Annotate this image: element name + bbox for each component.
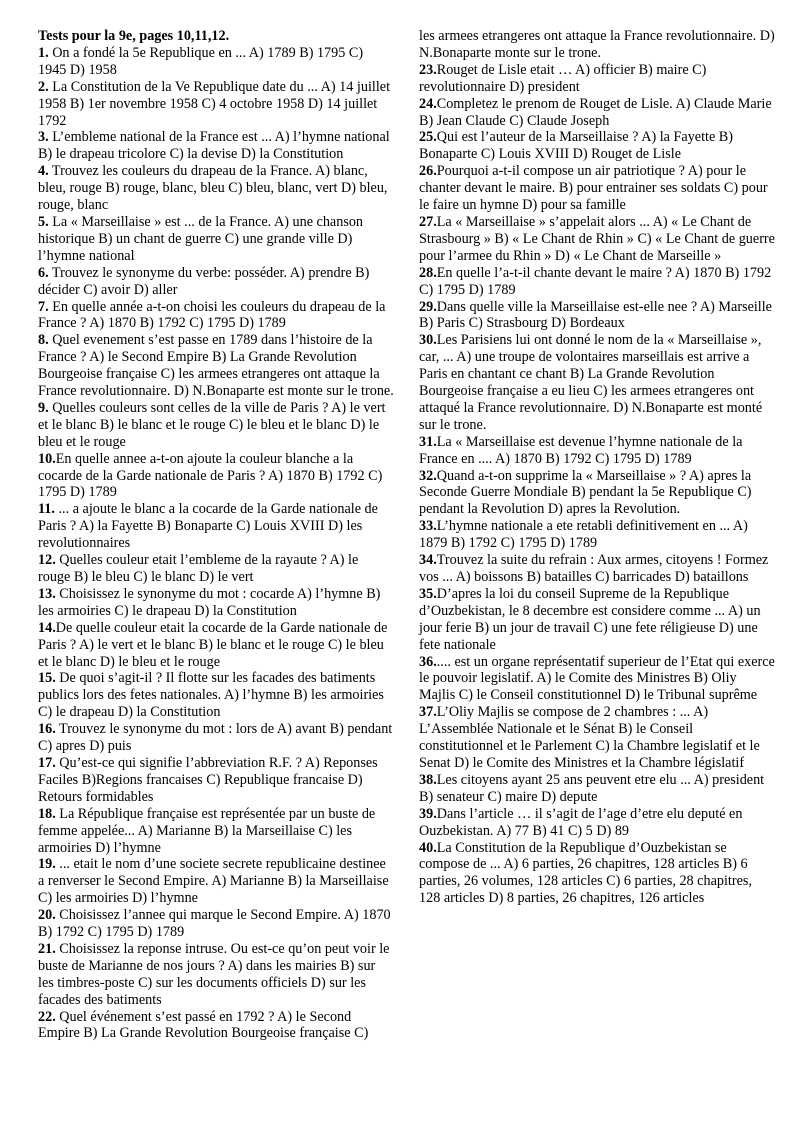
question-text: Choisissez le synonyme du mot : cocarde A) l’hymne B) les armoiries C) le drapeau D) la Constitution <box>38 585 381 619</box>
question-item <box>419 214 775 265</box>
question-number: 28. <box>419 264 437 281</box>
question-list-right <box>419 28 775 907</box>
question-text: Choisissez la reponse intruse. Ou est-ce qu’on peut voir le buste de Marianne de nos jours ? A) dans les mairies B) sur les timbres-poste C) sur les documents officiels D) sur les facades des batiments <box>38 940 390 1008</box>
question-item <box>38 552 394 586</box>
question-number: 24. <box>419 95 437 112</box>
question-number: 8. <box>38 332 49 349</box>
question-text: La Constitution de la Republique d’Ouzbekistan se compose de ... A) 6 parties, 26 chapitres, 128 articles B) 6 parties, 26 volumes, 128 articles C) 6 parties, 28 chapitres, 128 articles D) 8 parties, 26 chapitres, 126 articles <box>419 839 752 907</box>
question-item <box>38 79 394 130</box>
question-text: De quoi s’agit-il ? Il flotte sur les facades des batiments publics lors des fetes nationales. A) l’hymne B) les armoiries C) le drapeau D) la Constitution <box>38 670 384 721</box>
question-text: Les citoyens ayant 25 ans peuvent etre elu ... A) president B) senateur C) maire D) depute <box>419 771 765 805</box>
question-item <box>38 163 394 214</box>
question-text: Dans l’article … il s’agit de l’age d’etre elu deputé en Ouzbekistan. A) 77 B) 41 C) 5 D) 89 <box>419 805 743 839</box>
question-item <box>419 772 775 806</box>
question-number: 29. <box>419 298 437 315</box>
question-number: 26. <box>419 163 437 180</box>
question-number: 15. <box>38 670 56 687</box>
question-text: ... etait le nom d’une societe secrete republicaine destinee a renverser le Second Empire. A) Marianne B) la Marseillaise C) les armoiries D) l’hymne <box>38 856 389 907</box>
right-column <box>419 28 775 907</box>
question-number: 27. <box>419 213 437 230</box>
question-item <box>419 586 775 654</box>
question-text: Pourquoi a-t-il compose un air patriotique ? A) pour le chanter devant le maire. B) pour entrainer ses soldats C) pour le faire un hymne D) pour sa famille <box>419 163 768 214</box>
question-item <box>419 806 775 840</box>
question-text: L’Oliy Majlis se compose de 2 chambres : ... A) L’Assemblée Nationale et le Sénat B) le Conseil constitutionnel et le Parlement C) la Chambre legislatif et le Senat D) le Comite des Ministres et la Chambre législatif <box>419 704 760 771</box>
question-item <box>38 501 394 552</box>
question-item <box>38 299 394 333</box>
question-number: 14. <box>38 619 56 636</box>
question-text: les armees etrangeres ont attaque la France revolutionnaire. D) N.Bonaparte monte sur le trone. <box>419 28 775 61</box>
question-number: 39. <box>419 805 437 822</box>
question-item <box>419 28 775 62</box>
question-item <box>419 265 775 299</box>
question-number: 25. <box>419 129 437 146</box>
question-item <box>419 62 775 96</box>
question-number: 12. <box>38 552 56 569</box>
question-number: 16. <box>38 721 56 738</box>
question-text: Completez le prenom de Rouget de Lisle. A) Claude Marie B) Jean Claude C) Claude Joseph <box>419 95 772 129</box>
question-number: 40. <box>419 839 437 856</box>
question-text: .... est un organe représentatif superieur de l’Etat qui exerce le pouvoir legislatif. A) le Comite des Ministres B) Oliy Majlis C) le Conseil constitutionnel D) le Tribunal suprême <box>419 653 775 704</box>
question-number: 35. <box>419 585 437 602</box>
question-number: 10. <box>38 450 56 467</box>
question-number: 13. <box>38 585 56 602</box>
question-text: D’apres la loi du conseil Supreme de la Republique d’Ouzbekistan, le 8 decembre est considere comme ... A) un jour ferie B) un jour de travail C) une fete réligieuse D) une fete nationale <box>419 585 761 653</box>
question-text: La « Marseillaise » s’appelait alors ... A) « Le Chant de Strasbourg » B) « Le Chant de Rhin » C) « Le Chant de guerre pour l’armee du Rhin » D) « Le Chant de Marseille » <box>419 213 775 264</box>
question-item <box>38 907 394 941</box>
question-item <box>38 332 394 400</box>
question-item <box>419 468 775 519</box>
question-number: 37. <box>419 704 437 721</box>
question-item <box>419 96 775 130</box>
question-number: 5. <box>38 213 49 230</box>
question-number: 36. <box>419 653 437 670</box>
question-number: 38. <box>419 771 437 788</box>
question-text: Quand a-t-on supprime la « Marseillaise » ? A) apres la Seconde Guerre Mondiale B) pendant la 5e Republique C) pendant la Revolution D) apres la Revolution. <box>419 467 752 518</box>
question-number: 21. <box>38 940 56 957</box>
question-text: De quelle couleur etait la cocarde de la Garde nationale de Paris ? A) le vert et le blanc B) le blanc et le rouge C) le bleu et le blanc D) le bleu et le rouge <box>38 619 388 670</box>
question-number: 2. <box>38 78 49 95</box>
question-item <box>419 129 775 163</box>
question-item <box>38 806 394 857</box>
question-number: 19. <box>38 856 56 873</box>
question-number: 18. <box>38 805 56 822</box>
question-text: Les Parisiens lui ont donné le nom de la « Marseillaise », car, ... A) une troupe de volontaires marseillais est arrive a Paris en chantant ce chant B) La Grande Revolution Bourgeoise française a eu lieu C) les armees etrangeres ont attaqué la France revolutionnaire. D) N.Bonaparte est monté sur le trone. <box>419 332 763 433</box>
question-item <box>38 451 394 502</box>
question-text: Qu’est-ce qui signifie l’abbreviation R.F. ? A) Reponses Faciles B)Regions francaises C) Republique francaise D) Retours formidables <box>38 754 378 805</box>
question-item <box>38 721 394 755</box>
question-number: 3. <box>38 129 49 146</box>
question-list-left <box>38 45 394 1042</box>
question-number: 20. <box>38 907 56 924</box>
question-text: Quelles couleur etait l’embleme de la rayaute ? A) le rouge B) le bleu C) le blanc D) le vert <box>38 552 359 585</box>
question-item <box>38 214 394 265</box>
question-text: Choisissez l’annee qui marque le Second Empire. A) 1870 B) 1792 C) 1795 D) 1789 <box>38 907 391 941</box>
question-number: 34. <box>419 552 437 569</box>
question-text: ... a ajoute le blanc a la cocarde de la Garde nationale de Paris ? A) la Fayette B) Bonaparte C) Louis XVIII D) les revolutionnaires <box>38 501 378 552</box>
question-number: 32. <box>419 467 437 484</box>
question-text: Quel événement s’est passé en 1792 ? A) le Second Empire B) La Grande Revolution Bourgeoise française C) <box>38 1008 369 1042</box>
question-number: 23. <box>419 61 437 78</box>
question-number: 6. <box>38 264 49 281</box>
document-title: Tests pour la 9e, pages 10,11,12. <box>38 28 230 44</box>
question-item <box>419 704 775 772</box>
question-item <box>419 840 775 908</box>
question-item <box>419 434 775 468</box>
question-item <box>38 1009 394 1043</box>
question-item <box>419 332 775 433</box>
question-number: 22. <box>38 1008 56 1025</box>
question-text: L’embleme national de la France est ... A) l’hymne national B) le drapeau tricolore C) la devise D) la Constitution <box>38 129 390 163</box>
question-item <box>38 941 394 1009</box>
question-text: Dans quelle ville la Marseillaise est-elle nee ? A) Marseille B) Paris C) Strasbourg D) Bordeaux <box>419 298 772 332</box>
question-text: Trouvez la suite du refrain : Aux armes, citoyens ! Formez vos ... A) boissons B) batailles C) barricades D) bataillons <box>419 552 769 585</box>
question-text: Quel evenement s’est passe en 1789 dans l’histoire de la France ? A) le Second Empire B) La Grande Revolution Bourgeoise française C) les armees etrangeres ont attaque la France revolutionnaire. D) N.Bonaparte est monte sur le trone. <box>38 332 394 400</box>
question-text: La « Marseillaise est devenue l’hymne nationale de la France en .... A) 1870 B) 1792 C) 1795 D) 1789 <box>419 433 743 467</box>
question-text: La « Marseillaise » est ... de la France. A) une chanson historique B) un chant de guerre C) une grande ville D) l’hymne national <box>38 213 364 264</box>
question-item <box>38 755 394 806</box>
question-item <box>38 265 394 299</box>
question-text: L’hymne nationale a ete retabli definitivement en ... A) 1879 B) 1792 C) 1795 D) 1789 <box>419 518 748 552</box>
question-text: Trouvez le synonyme du verbe: posséder. A) prendre B) décider C) avoir D) aller <box>38 264 370 298</box>
question-text: Trouvez les couleurs du drapeau de la France. A) blanc, bleu, rouge B) rouge, blanc, bleu C) bleu, blanc, vert D) bleu, rouge, blanc <box>38 163 388 214</box>
question-item <box>38 856 394 907</box>
question-number: 9. <box>38 399 49 416</box>
question-item <box>38 586 394 620</box>
question-number: 30. <box>419 332 437 349</box>
question-number: 11. <box>38 501 55 518</box>
question-item <box>419 654 775 705</box>
question-item <box>419 163 775 214</box>
question-text: En quelle l’a-t-il chante devant le maire ? A) 1870 B) 1792 C) 1795 D) 1789 <box>419 264 772 298</box>
question-text: Quelles couleurs sont celles de la ville de Paris ? A) le vert et le blanc B) le blanc et le rouge C) le bleu et le blanc D) le bleu et le rouge <box>38 399 386 450</box>
left-column <box>38 28 394 1042</box>
question-text: En quelle année a-t-on choisi les couleurs du drapeau de la France ? A) 1870 B) 1792 C) 1795 D) 1789 <box>38 298 386 332</box>
question-item <box>419 299 775 333</box>
question-number: 1. <box>38 44 49 61</box>
question-number: 33. <box>419 518 437 535</box>
question-text: La Constitution de la Ve Republique date du ... A) 14 juillet 1958 B) 1er novembre 1958 C) 4 octobre 1958 D) 14 juillet 1792 <box>38 78 391 129</box>
question-item <box>38 400 394 451</box>
question-text: Qui est l’auteur de la Marseillaise ? A) la Fayette B) Bonaparte C) Louis XVIII D) Rouget de Lisle <box>419 129 733 163</box>
question-number: 7. <box>38 298 49 315</box>
question-text: On a fondé la 5e Republique en ... A) 1789 B) 1795 C) 1945 D) 1958 <box>38 44 364 78</box>
question-item <box>38 45 394 79</box>
question-text: La République française est représentée par un buste de femme appelée... A) Marianne B) la Marseillaise C) les armoiries D) l’hymne <box>38 805 376 856</box>
question-number: 31. <box>419 433 437 450</box>
question-number: 17. <box>38 754 56 771</box>
question-item <box>38 670 394 721</box>
question-item <box>38 129 394 163</box>
question-text: Rouget de Lisle etait … A) officier B) maire C) revolutionnaire D) president <box>419 61 707 95</box>
question-item <box>38 620 394 671</box>
question-text: Trouvez le synonyme du mot : lors de A) avant B) pendant C) apres D) puis <box>38 721 393 755</box>
question-item <box>419 552 775 586</box>
question-number: 4. <box>38 163 49 180</box>
question-text: En quelle annee a-t-on ajoute la couleur blanche a la cocarde de la Garde nationale de Paris ? A) 1870 B) 1792 C) 1795 D) 1789 <box>38 450 383 501</box>
question-item <box>419 518 775 552</box>
